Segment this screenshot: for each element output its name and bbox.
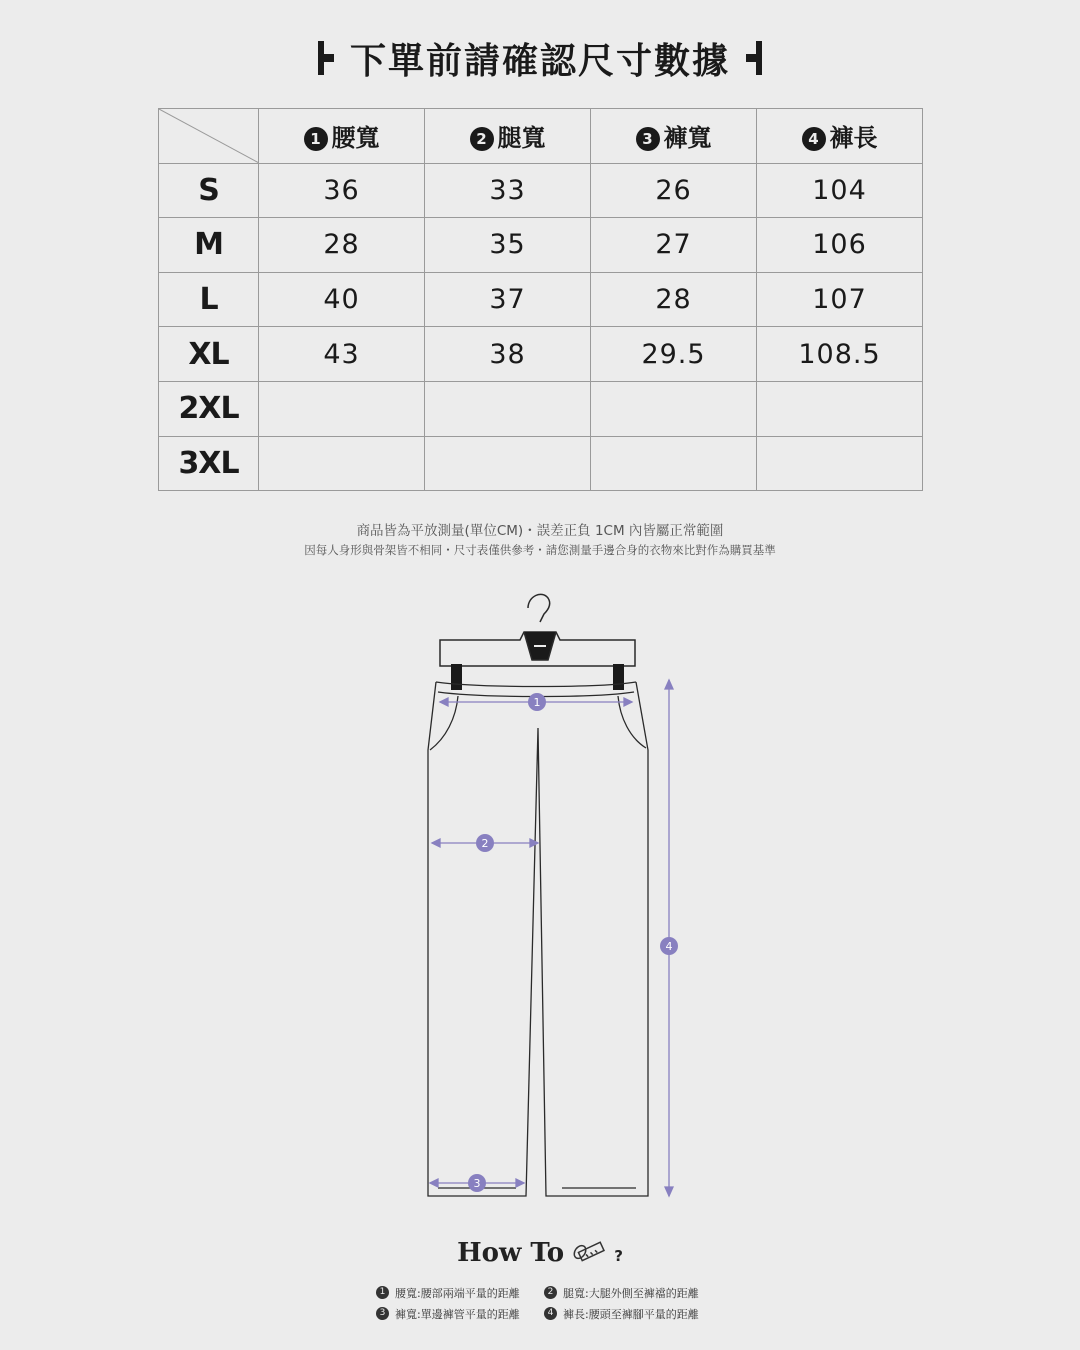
table-cell: 29.5 [591, 327, 757, 382]
number-badge: 1 [304, 127, 328, 151]
table-cell: 27 [591, 218, 757, 273]
legend-number: 1 [376, 1286, 389, 1299]
table-corner-cell [159, 109, 259, 164]
page-title: 下單前請確認尺寸數據 [349, 40, 730, 82]
pants-diagram [420, 588, 690, 1208]
table-cell: 107 [757, 272, 923, 327]
table-cell: 104 [757, 163, 923, 218]
table-cell: 35 [425, 218, 591, 273]
marker-2 [476, 834, 494, 852]
header-label: 褲寬 [663, 124, 712, 153]
header-leg-opening [591, 109, 757, 164]
table-cell: 36 [259, 163, 425, 218]
measurement-legend [376, 1282, 716, 1324]
legend-item [544, 1306, 712, 1322]
page-title-bar [0, 30, 1080, 86]
table-row [159, 436, 923, 491]
table-cell [591, 436, 757, 491]
diagonal-divider [159, 109, 259, 163]
size-label: 3XL [159, 436, 259, 491]
table-row [159, 218, 923, 273]
marker-4 [660, 937, 678, 955]
table-row [159, 272, 923, 327]
header-length [757, 109, 923, 164]
table-cell [757, 381, 923, 436]
svg-text:2: 2 [481, 837, 489, 850]
how-to-label: How To [457, 1238, 565, 1268]
table-cell: 28 [591, 272, 757, 327]
header-waist [259, 109, 425, 164]
table-cell [259, 381, 425, 436]
marker-1 [528, 693, 546, 711]
legend-text: 褲長:腰頭至褲腳平量的距離 [563, 1307, 699, 1321]
table-cell: 26 [591, 163, 757, 218]
table-cell: 38 [425, 327, 591, 382]
ruler-icon [573, 1241, 605, 1263]
legend-text: 腰寬:腰部兩端平量的距離 [395, 1286, 520, 1300]
how-to-suffix: ? [614, 1247, 623, 1265]
measurement-arrows [430, 680, 673, 1196]
table-cell: 40 [259, 272, 425, 327]
legend-item [376, 1306, 544, 1322]
table-cell: 33 [425, 163, 591, 218]
legend-row [376, 1303, 716, 1324]
left-clip-icon [451, 664, 462, 690]
number-badge: 3 [636, 127, 660, 151]
number-badge: 2 [470, 127, 494, 151]
table-cell [591, 381, 757, 436]
right-bracket-icon [744, 41, 762, 75]
legend-item [544, 1285, 712, 1301]
table-cell [757, 436, 923, 491]
size-table [158, 108, 923, 491]
svg-text:4: 4 [665, 940, 673, 953]
legend-number: 3 [376, 1307, 389, 1320]
number-badge: 4 [802, 127, 826, 151]
svg-text:1: 1 [533, 696, 541, 709]
marker-3 [468, 1174, 486, 1192]
table-cell: 37 [425, 272, 591, 327]
size-label: S [159, 163, 259, 218]
legend-item [376, 1285, 544, 1301]
measurement-note: 商品皆為平放測量(單位CM)・誤差正負 1CM 內皆屬正常範圍 [356, 523, 724, 539]
table-cell: 108.5 [757, 327, 923, 382]
how-to-heading [0, 1238, 1080, 1268]
table-row [159, 327, 923, 382]
legend-number: 4 [544, 1307, 557, 1320]
hanger-icon [440, 594, 635, 666]
legend-text: 褲寬:單邊褲管平量的距離 [395, 1307, 520, 1321]
reference-note: 因每人身形與骨架皆不相同・尺寸表僅供參考・請您測量手邊合身的衣物來比對作為購買基準 [304, 543, 776, 557]
left-bracket-icon [318, 41, 336, 75]
svg-text:3: 3 [473, 1177, 481, 1190]
pants-outline [428, 682, 648, 1196]
table-cell: 28 [259, 218, 425, 273]
legend-text: 腿寬:大腿外側至褲襠的距離 [563, 1286, 699, 1300]
size-label: L [159, 272, 259, 327]
header-label: 褲長 [829, 124, 878, 153]
header-label: 腰寬 [331, 124, 380, 153]
size-label: 2XL [159, 381, 259, 436]
size-label: XL [159, 327, 259, 382]
header-thigh [425, 109, 591, 164]
right-clip-icon [613, 664, 624, 690]
table-row [159, 163, 923, 218]
legend-row [376, 1282, 716, 1303]
table-cell [425, 381, 591, 436]
table-cell [425, 436, 591, 491]
legend-number: 2 [544, 1286, 557, 1299]
table-cell: 106 [757, 218, 923, 273]
table-header-row [159, 109, 923, 164]
table-cell [259, 436, 425, 491]
size-label: M [159, 218, 259, 273]
table-row [159, 381, 923, 436]
header-label: 腿寬 [497, 124, 546, 153]
table-cell: 43 [259, 327, 425, 382]
